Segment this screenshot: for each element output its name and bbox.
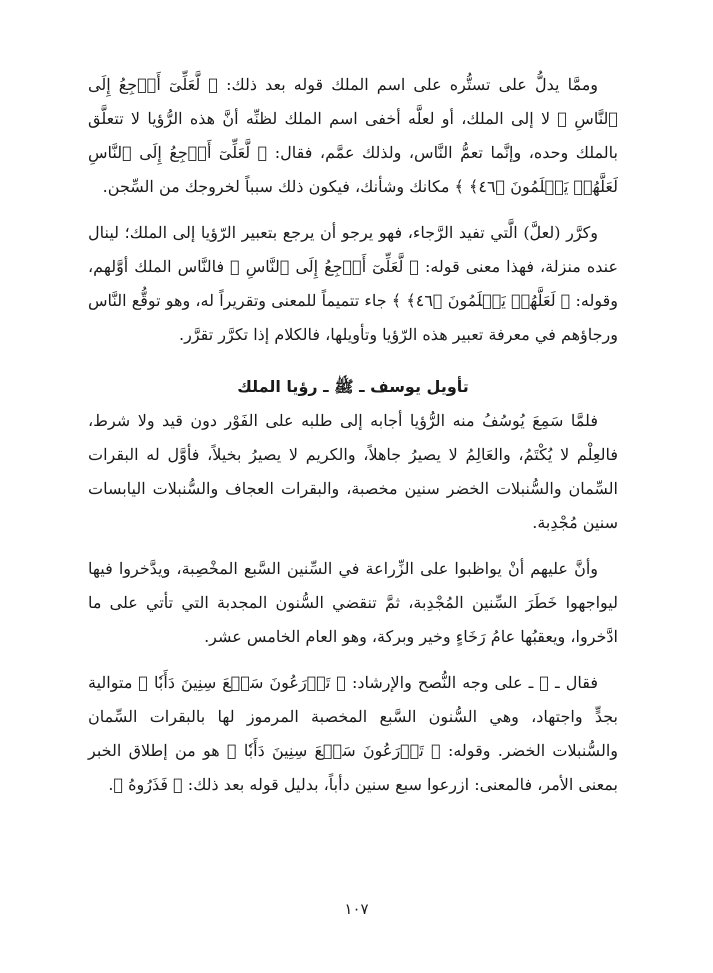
paragraph-3: فلمَّا سَمِعَ يُوسُفُ منه الرُّؤيا أجابه إلى طلبه على الفَوْر دون قيد ولا شرط، فالعِلْم لا يُكْتَمُ، والعَالِمُ لا يصيرُ جاهلاً، والكريم لا يصيرُ بخيلاً، فأوَّل له البقرات السِّمان والسُّنبلات الخضر سنين مخصبة، والبقرات العجاف والسُّنبلات اليابسات سنين مُجْدِبة. bbox=[88, 411, 618, 532]
paragraph-4: وأنَّ عليهم أنْ يواظبوا على الزِّراعة في السِّنين السَّبع المخْصِبة، ويدَّخروا فيها ليواجهوا خَطَرَ السِّنين المُجْدِبة، ثمَّ تنقضي السُّنون المجدبة التي تأتي على ما ادَّخروا، ويعقبُها عامُ رَخَاءٍ وخير وبركة، وهو العام الخامس عشر. bbox=[88, 559, 618, 646]
page-number: ١٠٧ bbox=[344, 900, 369, 918]
paragraph-1: وممَّا يدلُّ على تستُّره على اسم الملك قوله بعد ذلك: ﴿ لَّعَلِّىٓ أَرۡجِعُ إِلَى ٱلنَّاسِ ﴾ لا إلى الملك، أو لعلَّه أخفى اسم الملك لظنِّه أنَّ هذه الرُّؤيا لا تتعلَّق بالملك وحده، وإنَّما تعمُّ النَّاس، ولذلك عمَّم، فقال: ﴿ لَّعَلِّىٓ أَرۡجِعُ إِلَى ٱلنَّاسِ لَعَلَّهُمۡ يَعۡلَمُونَ ﴿٤٦﴾ ﴾ مكانك وشأنك، فيكون ذلك سبباً لخروجك من السِّجن. bbox=[88, 75, 618, 196]
paragraph-2: وكرَّر (لعلَّ) الَّتي تفيد الرَّجاء، فهو يرجو أن يرجع بتعبير الرّؤيا إلى الملك؛ لينال عنده منزلة، فهذا معنى قوله: ﴿ لَّعَلِّىٓ أَرۡجِعُ إِلَى ٱلنَّاسِ ﴾ فالنَّاس الملك أوَّلهم، وقوله: ﴿ لَعَلَّهُمۡ يَعۡلَمُونَ ﴿٤٦﴾ ﴾ جاء تتميماً للمعنى وتقريراً له، وهو توقُّع النَّاس ورجاؤهم في معرفة تعبير هذه الرّؤيا وتأويلها، فالكلام إذا تكرَّر تقرَّر. bbox=[88, 223, 619, 344]
paragraph-5: فقال ـ ﷺ ـ على وجه النُّصح والإرشاد: ﴿ تَزۡرَعُونَ سَبۡعَ سِنِينَ دَأَبٗا ﴾ متوالية بجدٍّ واجتهاد، وهي السُّنون السَّبع المخصبة المرموز لها بالبقرات السِّمان والسُّنبلات الخضر. وقوله: ﴿ تَزۡرَعُونَ سَبۡعَ سِنِينَ دَأَبٗا ﴾ هو من إطلاق الخبر بمعنى الأمر، فالمعنى: ازرعوا سبع سنين دأباً، بدليل قوله بعد ذلك: ﴿ فَذَرُوهُ ﴾. bbox=[88, 673, 618, 794]
page-body bbox=[88, 68, 618, 802]
section-heading: تأويل يوسف ـ ﷺ ـ رؤيا الملك bbox=[237, 377, 469, 396]
